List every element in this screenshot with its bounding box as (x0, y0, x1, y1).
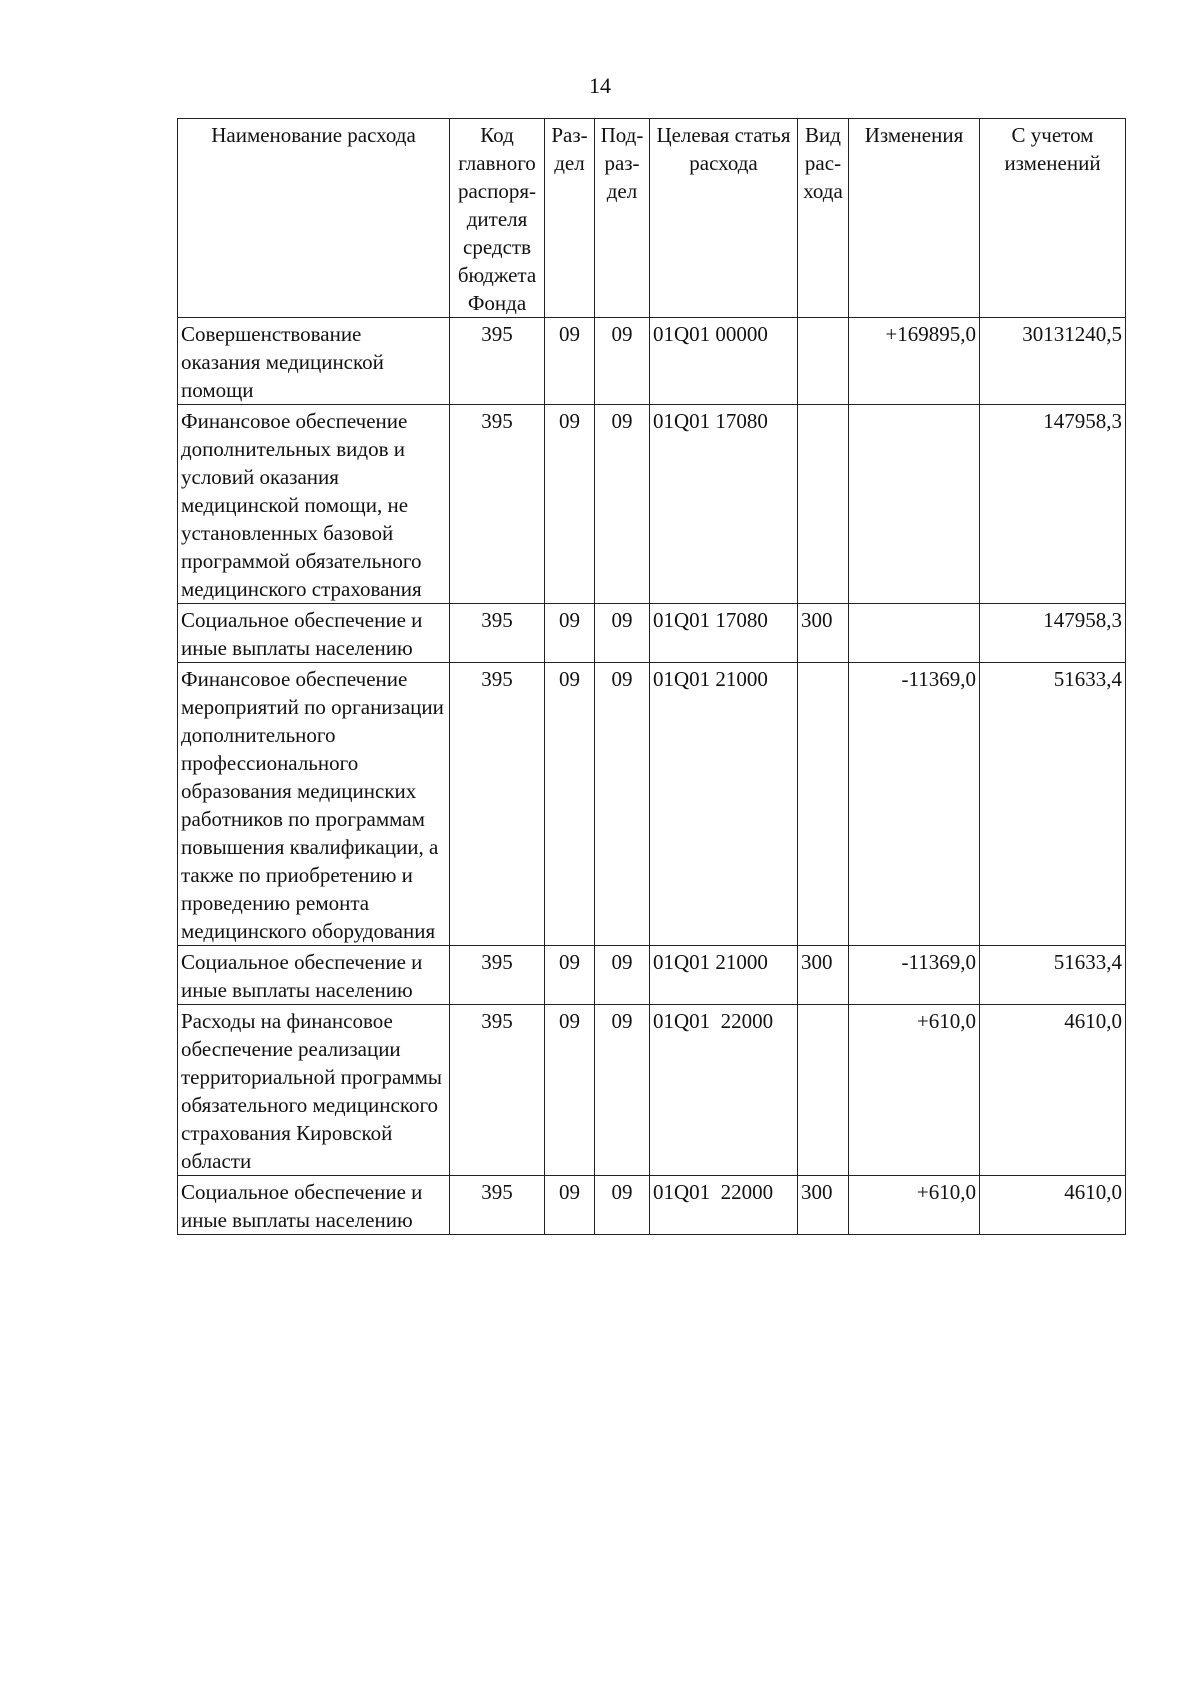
header-code: Код главного распоря-дителя средств бюджета Фонда (450, 119, 545, 318)
cell-section: 09 (545, 1176, 595, 1235)
page-number: 14 (589, 73, 611, 98)
cell-name: Финансовое обеспечение дополнительных видов и условий оказания медицинской помощи, не установленных базовой программой обязательного медицинского страхования (178, 405, 450, 604)
cell-subsection: 09 (595, 663, 650, 946)
cell-subsection: 09 (595, 604, 650, 663)
cell-total: 4610,0 (980, 1176, 1126, 1235)
cell-code: 395 (450, 318, 545, 405)
header-name: Наименование расхода (178, 119, 450, 318)
cell-total: 4610,0 (980, 1005, 1126, 1176)
cell-name: Социальное обеспечение и иные выплаты населению (178, 604, 450, 663)
cell-section: 09 (545, 405, 595, 604)
cell-type: 300 (798, 604, 849, 663)
cell-code: 395 (450, 946, 545, 1005)
table-row (178, 1176, 1126, 1235)
cell-code: 395 (450, 405, 545, 604)
cell-code: 395 (450, 1176, 545, 1235)
cell-target: 01Q01 22000 (650, 1176, 798, 1235)
cell-total: 30131240,5 (980, 318, 1126, 405)
cell-target: 01Q01 17080 (650, 405, 798, 604)
cell-type: 300 (798, 946, 849, 1005)
cell-changes: -11369,0 (849, 663, 980, 946)
cell-target: 01Q01 17080 (650, 604, 798, 663)
table-row (178, 946, 1126, 1005)
table-row (178, 663, 1126, 946)
header-total: С учетом изменений (980, 119, 1126, 318)
header-type: Вид рас-хода (798, 119, 849, 318)
table-row (178, 318, 1126, 405)
cell-type (798, 663, 849, 946)
cell-total: 51633,4 (980, 946, 1126, 1005)
cell-target: 01Q01 21000 (650, 663, 798, 946)
header-changes: Изменения (849, 119, 980, 318)
cell-total: 51633,4 (980, 663, 1126, 946)
header-target: Целевая статья расхода (650, 119, 798, 318)
cell-section: 09 (545, 946, 595, 1005)
cell-target: 01Q01 00000 (650, 318, 798, 405)
table-row (178, 1005, 1126, 1176)
cell-code: 395 (450, 1005, 545, 1176)
table-row (178, 405, 1126, 604)
cell-type (798, 405, 849, 604)
table-header-row (178, 119, 1126, 318)
cell-code: 395 (450, 604, 545, 663)
cell-changes: +169895,0 (849, 318, 980, 405)
cell-subsection: 09 (595, 318, 650, 405)
cell-section: 09 (545, 663, 595, 946)
cell-name: Финансовое обеспечение мероприятий по организации дополнительного профессионального образования медицинских работников по программам повышения квалификации, а также по приобретению и проведению ремонта медицинского оборудования (178, 663, 450, 946)
header-subsection: Под-раз-дел (595, 119, 650, 318)
cell-changes (849, 604, 980, 663)
cell-name: Расходы на финансовое обеспечение реализации территориальной программы обязательного медицинского страхования Кировской области (178, 1005, 450, 1176)
cell-subsection: 09 (595, 405, 650, 604)
cell-total: 147958,3 (980, 604, 1126, 663)
header-section: Раз-дел (545, 119, 595, 318)
cell-subsection: 09 (595, 1176, 650, 1235)
cell-type (798, 318, 849, 405)
table-row (178, 604, 1126, 663)
cell-total: 147958,3 (980, 405, 1126, 604)
cell-changes (849, 405, 980, 604)
cell-name: Социальное обеспечение и иные выплаты населению (178, 946, 450, 1005)
cell-subsection: 09 (595, 1005, 650, 1176)
cell-changes: +610,0 (849, 1005, 980, 1176)
cell-subsection: 09 (595, 946, 650, 1005)
budget-expenses-table (177, 118, 1126, 1235)
cell-code: 395 (450, 663, 545, 946)
cell-changes: -11369,0 (849, 946, 980, 1005)
cell-name: Социальное обеспечение и иные выплаты населению (178, 1176, 450, 1235)
cell-target: 01Q01 21000 (650, 946, 798, 1005)
cell-type (798, 1005, 849, 1176)
cell-section: 09 (545, 318, 595, 405)
cell-type: 300 (798, 1176, 849, 1235)
cell-changes: +610,0 (849, 1176, 980, 1235)
cell-section: 09 (545, 604, 595, 663)
cell-target: 01Q01 22000 (650, 1005, 798, 1176)
cell-name: Совершенствование оказания медицинской помощи (178, 318, 450, 405)
cell-section: 09 (545, 1005, 595, 1176)
